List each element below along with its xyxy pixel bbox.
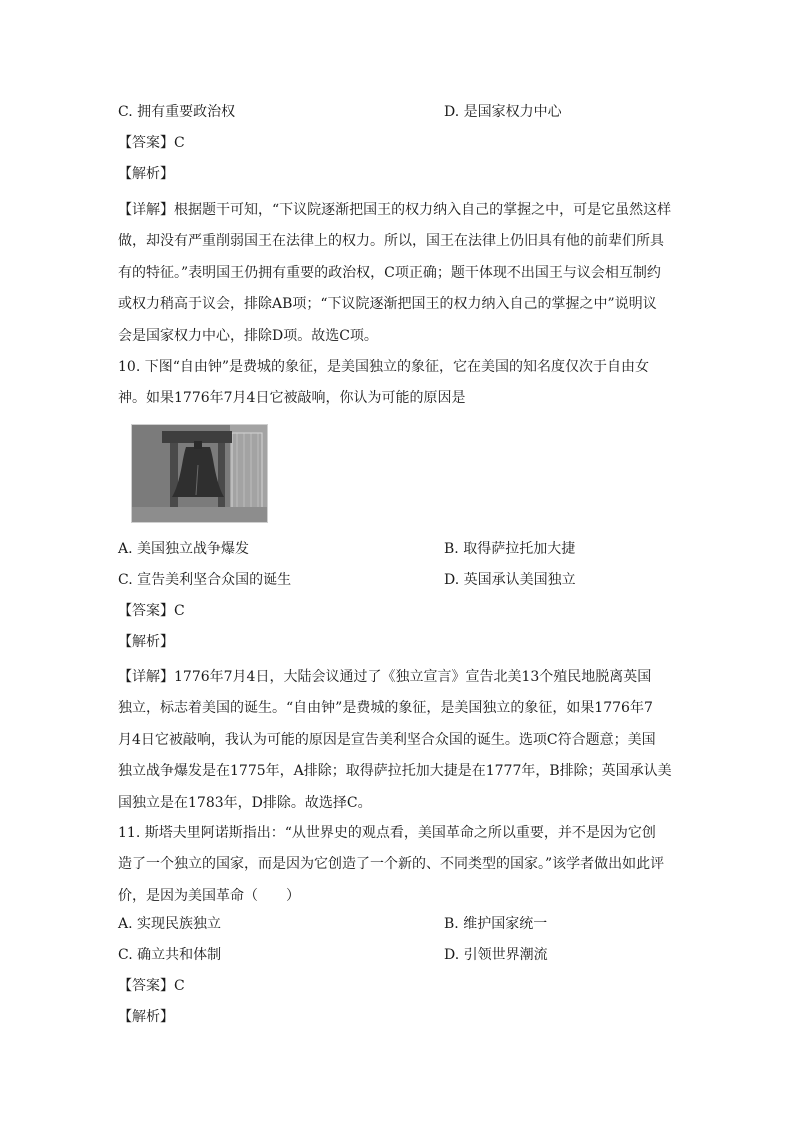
- q11-options-row-2: [118, 944, 676, 966]
- q9-option-d: D. 是国家权力中心: [444, 104, 562, 120]
- q10-options-row-1: [118, 538, 676, 560]
- liberty-bell-photo: [131, 424, 268, 523]
- q11-option-c: C. 确立共和体制: [118, 947, 222, 963]
- q9-detail: [118, 195, 678, 352]
- q9-detail-line: 【详解】根据题干可知，“下议院逐渐把国王的权力纳入自己的掌握之中，可是它虽然这样: [118, 202, 672, 218]
- q9-answer: 【答案】C: [118, 135, 185, 151]
- q9-option-c: C. 拥有重要政治权: [118, 104, 236, 120]
- q9-detail-line: 会是国家权力中心，排除D项。故选C项。: [118, 327, 378, 344]
- q10-answer: 【答案】C: [118, 603, 185, 619]
- q10-stem: [118, 352, 678, 415]
- q10-detail-line: 独立，标志着美国的诞生。“自由钟”是费城的象征，是美国独立的象征，如果1776年7: [118, 700, 653, 717]
- q11-options-row-1: [118, 913, 676, 935]
- q10-stem-line: 10. 下图“自由钟”是费城的象征，是美国独立的象征，它在美国的知名度仅次于自由女: [118, 359, 650, 375]
- q10-detail-line: 独立战争爆发是在1775年，A排除；取得萨拉托加大捷是在1777年，B排除；英国承认美: [118, 763, 672, 780]
- q11-answer: 【答案】C: [118, 978, 185, 994]
- q11-option-a: A. 实现民族独立: [118, 916, 222, 932]
- q9-detail-line: 有的特征。”表明国王仍拥有重要的政治权，C项正确；题干体现不出国王与议会相互制约: [118, 264, 661, 281]
- q10-detail-line: 【详解】1776年7月4日，大陆会议通过了《独立宣言》宣告北美13个殖民地脱离英国: [118, 669, 652, 685]
- q11-analysis-label: 【解析】: [118, 1009, 174, 1025]
- q10-options-row-2: [118, 569, 676, 591]
- q11-stem-line: 造了一个独立的国家，而是因为它创造了一个新的、不同类型的国家。”该学者做出如此评: [118, 856, 665, 873]
- liberty-bell-illustration: [132, 425, 267, 522]
- q10-option-b: B. 取得萨拉托加大捷: [444, 541, 576, 557]
- q10-option-d: D. 英国承认美国独立: [444, 572, 576, 588]
- q10-detail-line: 月4日它被敲响，我认为可能的原因是宣告美利坚合众国的诞生。选项C符合题意；美国: [118, 731, 656, 748]
- q10-detail-line: 国独立是在1783年，D排除。故选择C。: [118, 794, 372, 811]
- q10-option-a: A. 美国独立战争爆发: [118, 541, 250, 557]
- q11-option-d: D. 引领世界潮流: [444, 947, 548, 963]
- q9-detail-line: 做，却没有严重削弱国王在法律上的权力。所以，国王在法律上仍旧具有他的前辈们所具: [118, 233, 664, 250]
- q9-options-row: [118, 101, 676, 123]
- q11-stem-line: 11. 斯塔夫里阿诺斯指出：“从世界史的观点看，美国革命之所以重要，并不是因为它创: [118, 825, 656, 841]
- q11-option-b: B. 维护国家统一: [444, 916, 548, 932]
- q10-stem-line: 神。如果1776年7月4日它被敲响，你认为可能的原因是: [118, 390, 466, 407]
- q10-option-c: C. 宣告美利坚合众国的诞生: [118, 572, 292, 588]
- q11-stem: [118, 818, 678, 912]
- q9-analysis-label: 【解析】: [118, 166, 174, 182]
- q10-analysis-label: 【解析】: [118, 634, 174, 650]
- q11-stem-line: 价，是因为美国革命（ ）: [118, 887, 300, 904]
- q10-detail: [118, 662, 678, 819]
- q9-detail-line: 或权力稍高于议会，排除AB项；“下议院逐渐把国王的权力纳入自己的掌握之中”说明议: [118, 296, 657, 313]
